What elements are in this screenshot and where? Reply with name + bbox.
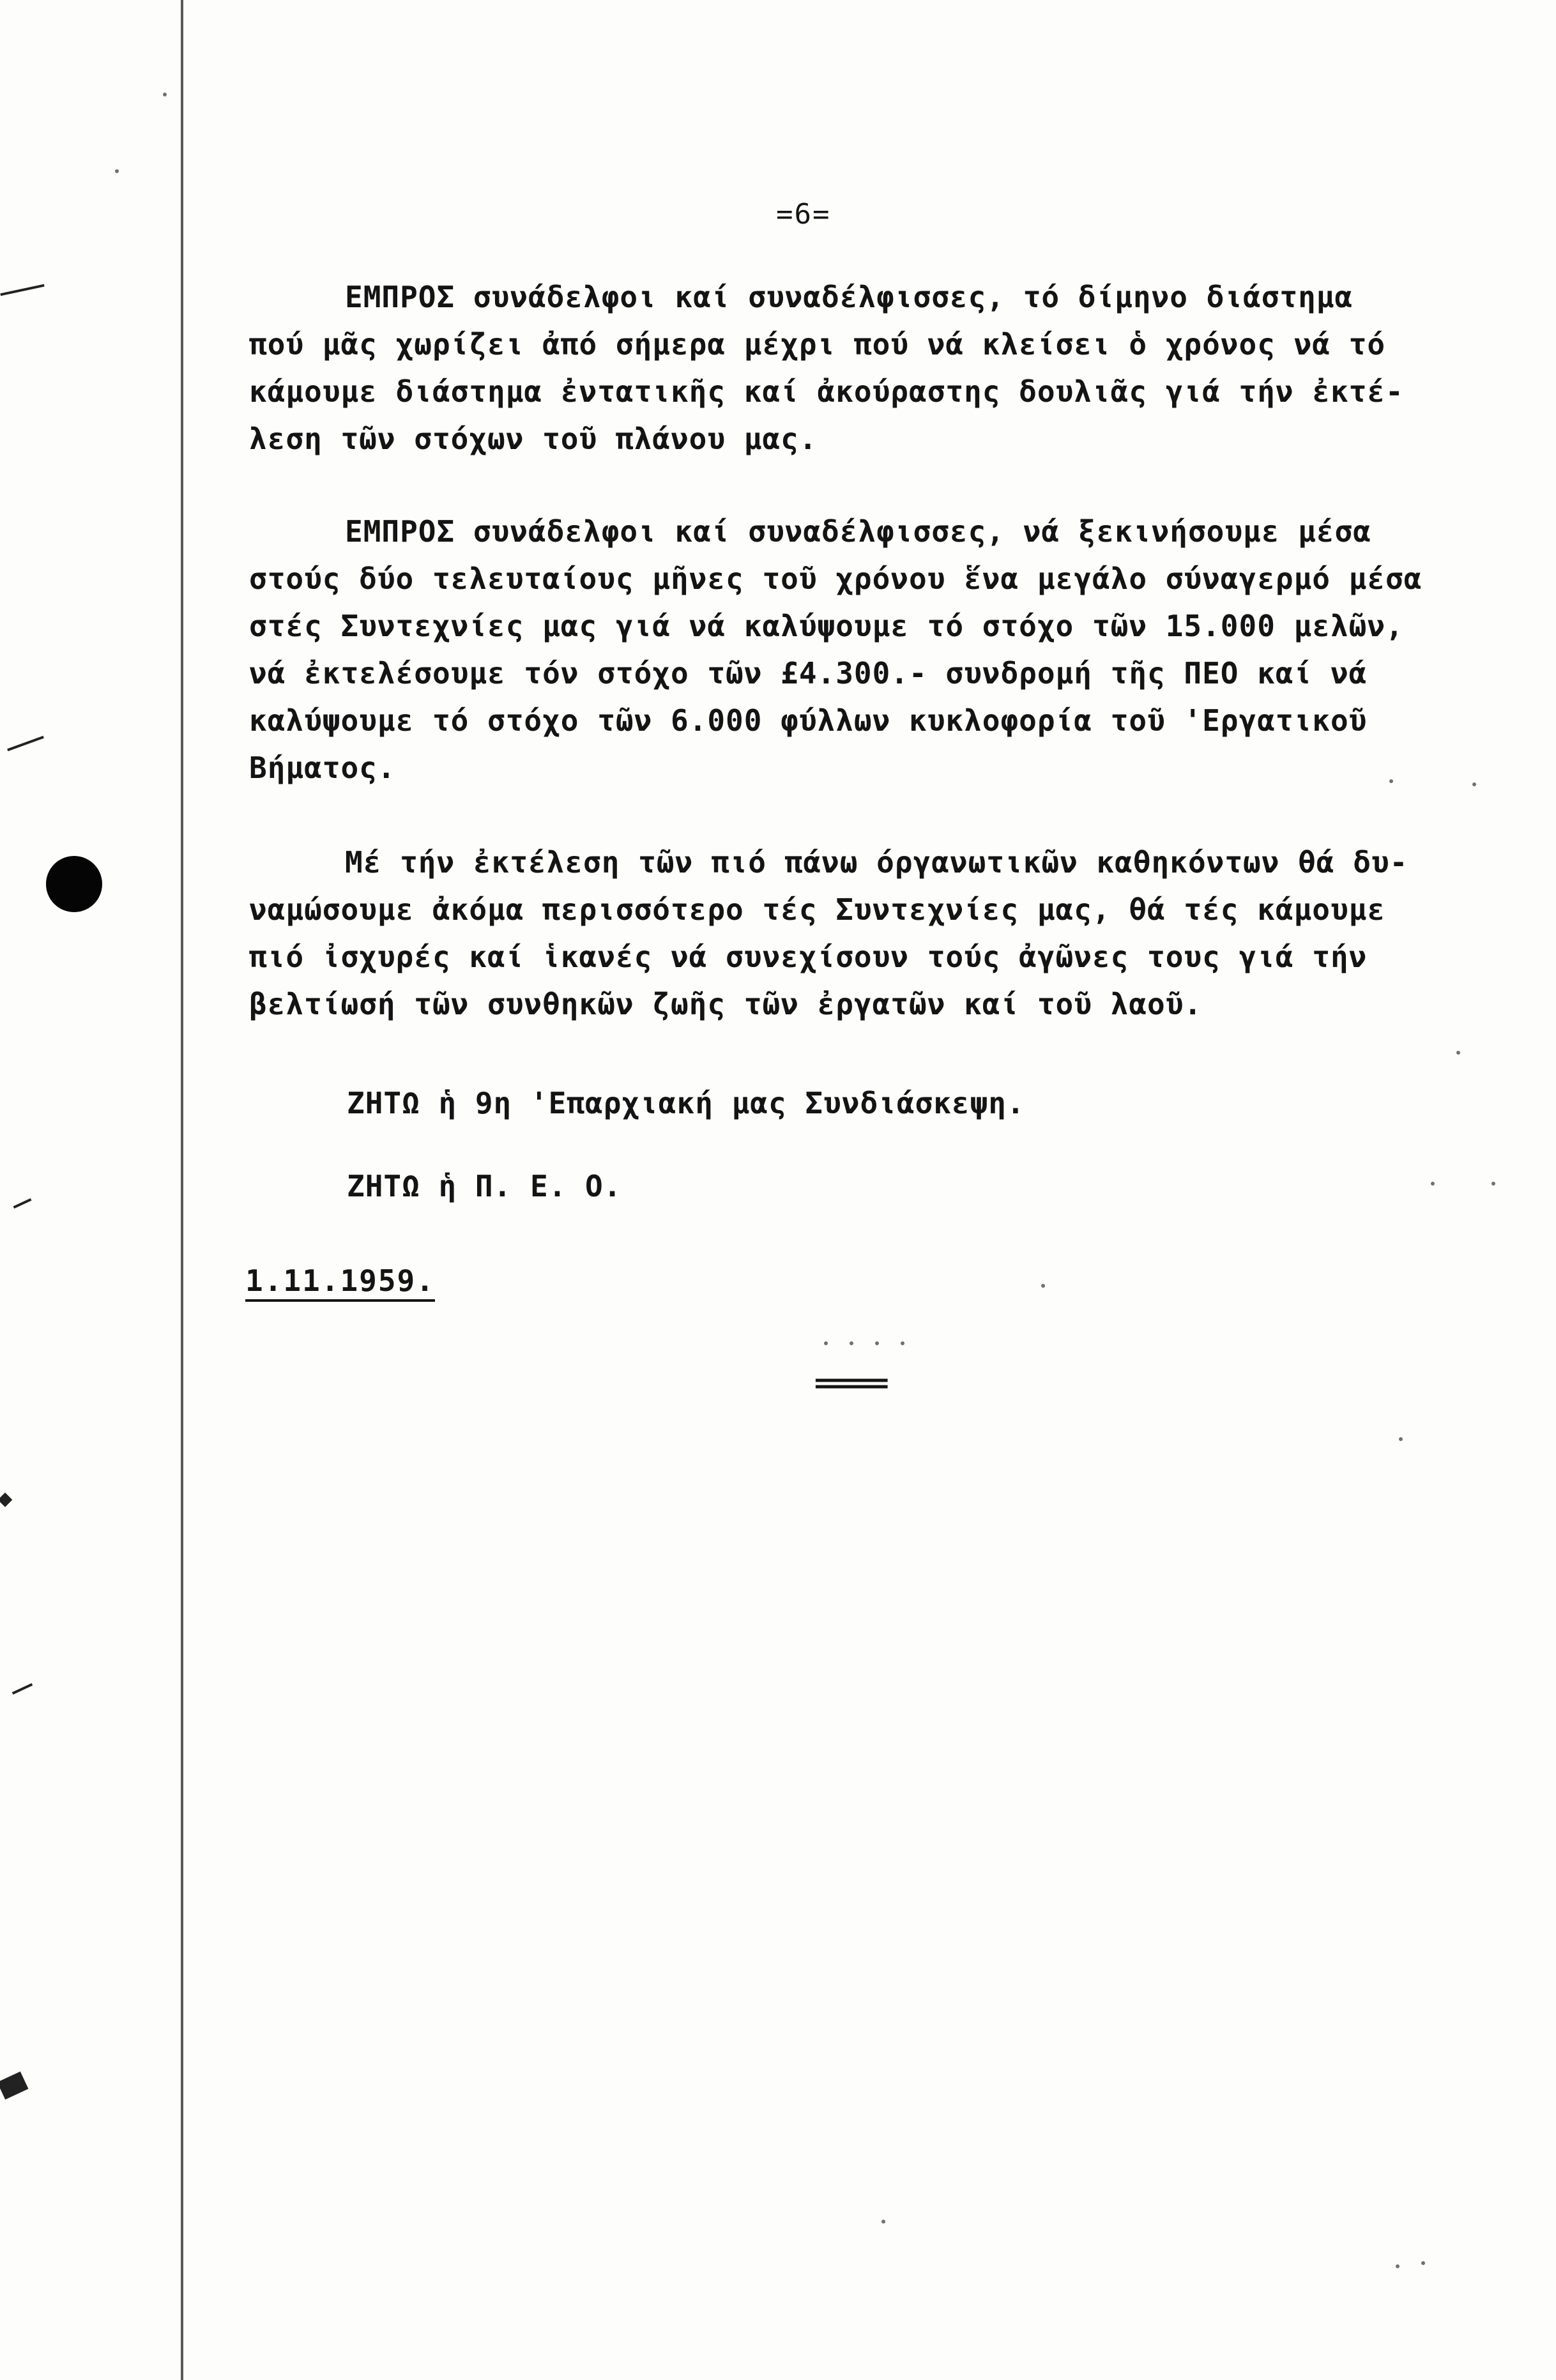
text-line: στές Συντεχνίες μας γιά νά καλύψουμε τό στόχο τῶν 15.000 μελῶν, [249,609,1404,643]
text-line: βελτίωσή τῶν συνθηκῶν ζωῆς τῶν ἐργατῶν καί τοῦ λαοῦ. [249,987,1203,1021]
speck [881,2220,885,2224]
text-line: ΕΜΠΡΟΣ συνάδελφοι καί συναδέλφισσες, τό δίμηνο διάστημα [345,280,1354,314]
edge-mark [13,1198,32,1209]
edge-mark [0,2071,28,2100]
edge-mark [12,1683,33,1695]
paragraph-3 [249,839,1495,1028]
text-line: στούς δύο τελευταίους μῆνες τοῦ χρόνου ἕνα μεγάλο σύναγερμό μέσα [249,561,1423,596]
speck [115,169,119,173]
punch-hole [46,856,102,912]
paragraph-2 [249,508,1495,791]
text-line: νά ἐκτελέσουμε τόν στόχο τῶν £4.300.- συνδρομή τῆς ΠΕΟ καί νά [249,656,1368,690]
text-line: ΕΜΠΡΟΣ συνάδελφοι καί συναδέλφισσες, νά ξεκινήσουμε μέσα [345,514,1371,549]
text-line: λεση τῶν στόχων τοῦ πλάνου μας. [249,422,818,456]
speck [1399,1437,1403,1441]
edge-mark [7,736,44,751]
slogan-peo: ΖΗΤΩ ἡ Π. Ε. Ο. [347,1169,622,1203]
text-line: ναμώσουμε ἀκόμα περισσότερο τές Συντεχνίες μας, θά τές κάμουμε [249,892,1386,927]
speck [824,1341,828,1345]
text-line: πού μᾶς χωρίζει ἀπό σήμερα μέχρι πού νά κλείσει ὁ χρόνος νά τό [249,327,1386,362]
document-date: 1.11.1959. [245,1263,435,1302]
speck [1396,2264,1400,2268]
paragraph-1 [249,273,1495,462]
text-line: Βήματος. [249,751,396,785]
speck [1431,1182,1435,1186]
binder-margin-line [181,0,183,2380]
speck [901,1341,904,1345]
end-mark: ===== [814,1367,887,1400]
speck [1456,1051,1460,1055]
speck [1041,1284,1045,1288]
text-line: πιό ἰσχυρές καί ἱκανές νά συνεχίσουν τούς ἀγῶνες τους γιά τήν [249,940,1368,974]
slogan-conference: ΖΗΤΩ ἡ 9η 'Επαρχιακή μας Συνδιάσκεψη. [347,1086,1025,1120]
text-line: Μέ τήν ἐκτέλεση τῶν πιό πάνω όργανωτικῶν καθηκόντων θά δυ- [345,845,1408,880]
edge-mark [0,1493,12,1507]
text-line: κάμουμε διάστημα ἐντατικῆς καί ἀκούραστης δουλιᾶς γιά τήν ἐκτέ- [249,374,1404,409]
speck [875,1341,879,1345]
speck [1491,1182,1495,1186]
edge-mark [0,284,44,296]
speck [850,1341,853,1345]
page-number: =6= [776,198,831,231]
text-line: καλύψουμε τό στόχο τῶν 6.000 φύλλων κυκλοφορία τοῦ 'Εργατικοῦ [249,703,1368,738]
speck [1421,2261,1425,2265]
speck [163,93,167,96]
